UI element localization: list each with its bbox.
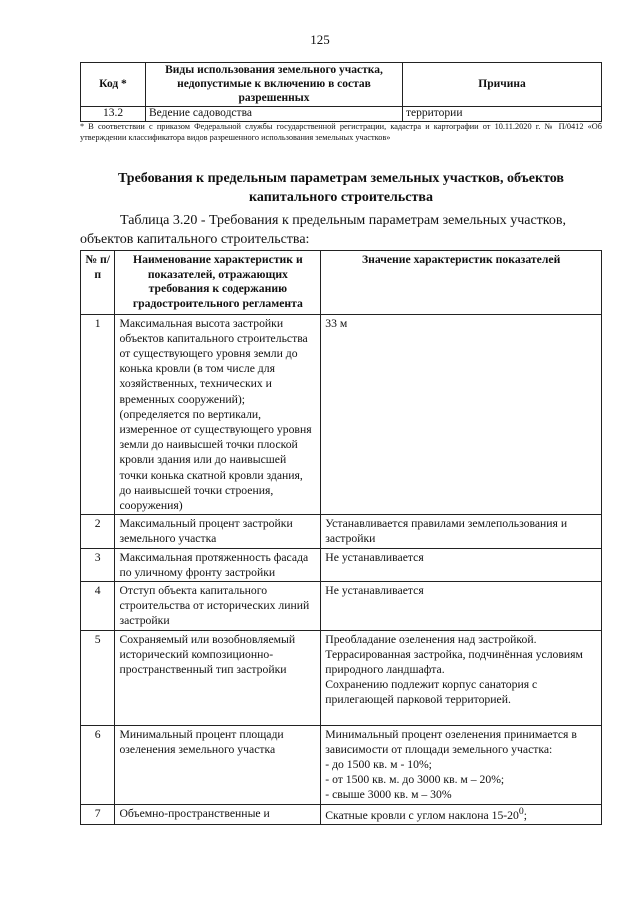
row-name: Максимальная протяженность фасада по уличному фронту застройки — [115, 548, 321, 581]
row-value: 33 м — [321, 314, 602, 515]
row-value — [321, 804, 602, 824]
row-value: Устанавливается правилами землепользования и застройки — [321, 515, 602, 548]
page-number: 125 — [310, 32, 330, 47]
row-name: Максимальный процент застройки земельного участка — [115, 515, 321, 548]
row-name: Максимальная высота застройки объектов капитального строительства от существующего уровня земли до конька кровли (в том числе для хозяйственных, технических и временных сооружений); (определяется по вертикали, измеренное от существующего уровня земли до наивысшей точки плоской кровли здания или до наивысшей точки конька скатной кровли здания, до наивысшей точки строения, сооружения) — [115, 314, 321, 515]
value-paragraph: Минимальный процент озеленения принимается в зависимости от площади земельного участка: — [325, 727, 577, 756]
row-name: Минимальный процент площади озеленения земельного участка — [115, 725, 321, 804]
footnote: * В соответствии с приказом Федеральной службы государственной регистрации, кадастра и картографии от 10.11.2020 г. № П/0412 «Об утверждении классификатора видов разрешенного использования земельных участков» — [80, 122, 602, 142]
table-row — [81, 548, 602, 581]
value-text: Скатные кровли с углом наклона 15-20 — [325, 808, 519, 822]
row-value — [321, 630, 602, 725]
row-value — [321, 725, 602, 804]
value-header: Значение характеристик показателей — [321, 251, 602, 315]
name-header: Наименование характеристик и показателей, отражающих требования к содержанию градостроительного регламента — [115, 251, 321, 315]
row-number: 6 — [81, 725, 115, 804]
reason-cell: территории — [403, 107, 602, 121]
table-row — [81, 630, 602, 725]
code-cell: 13.2 — [81, 107, 146, 121]
section-heading: Требования к предельным параметрам земельных участков, объектов капитального строительства — [118, 171, 564, 205]
table-row — [81, 314, 602, 515]
row-number: 4 — [81, 581, 115, 630]
row-value: Не устанавливается — [321, 548, 602, 581]
row-number: 1 — [81, 314, 115, 515]
num-header: № п/п — [81, 251, 115, 315]
row-value: Не устанавливается — [321, 581, 602, 630]
value-paragraph: Преобладание озеленения над застройкой. Террасированная застройка, подчинённая условиям природного ландшафта. — [325, 632, 583, 676]
uses-header: Виды использования земельного участка, недопустимые к включению в состав разрешенных — [146, 63, 403, 107]
degree-superscript: 0 — [518, 805, 524, 817]
land-use-table — [80, 62, 602, 122]
table-row — [81, 107, 602, 121]
row-number: 3 — [81, 548, 115, 581]
use-cell: Ведение садоводства — [146, 107, 403, 121]
table-row — [81, 581, 602, 630]
table-row — [81, 725, 602, 804]
table-caption: Таблица 3.20 - Требования к предельным параметрам земельных участков, объектов капитального строительства: — [80, 213, 566, 247]
row-name: Объемно-пространственные и — [115, 804, 321, 824]
requirements-table — [80, 250, 602, 825]
value-list-item: - до 1500 кв. м - 10%; — [325, 757, 432, 771]
code-header: Код * — [81, 63, 146, 107]
table-row — [81, 515, 602, 548]
row-number: 7 — [81, 804, 115, 824]
header-row — [81, 251, 602, 315]
row-name: Отступ объекта капитального строительства от исторических линий застройки — [115, 581, 321, 630]
row-number: 5 — [81, 630, 115, 725]
table-row — [81, 804, 602, 824]
reason-header: Причина — [403, 63, 602, 107]
value-list-item: - от 1500 кв. м. до 3000 кв. м – 20%; — [325, 773, 505, 787]
value-list-item: - свыше 3000 кв. м – 30% — [325, 788, 452, 802]
row-name: Сохраняемый или возобновляемый исторический композиционно-пространственный тип застройки — [115, 630, 321, 725]
value-paragraph: Сохранению подлежит корпус санатория с прилегающей парковой территорией. — [325, 678, 538, 707]
row-number: 2 — [81, 515, 115, 548]
value-tail: ; — [523, 808, 527, 822]
